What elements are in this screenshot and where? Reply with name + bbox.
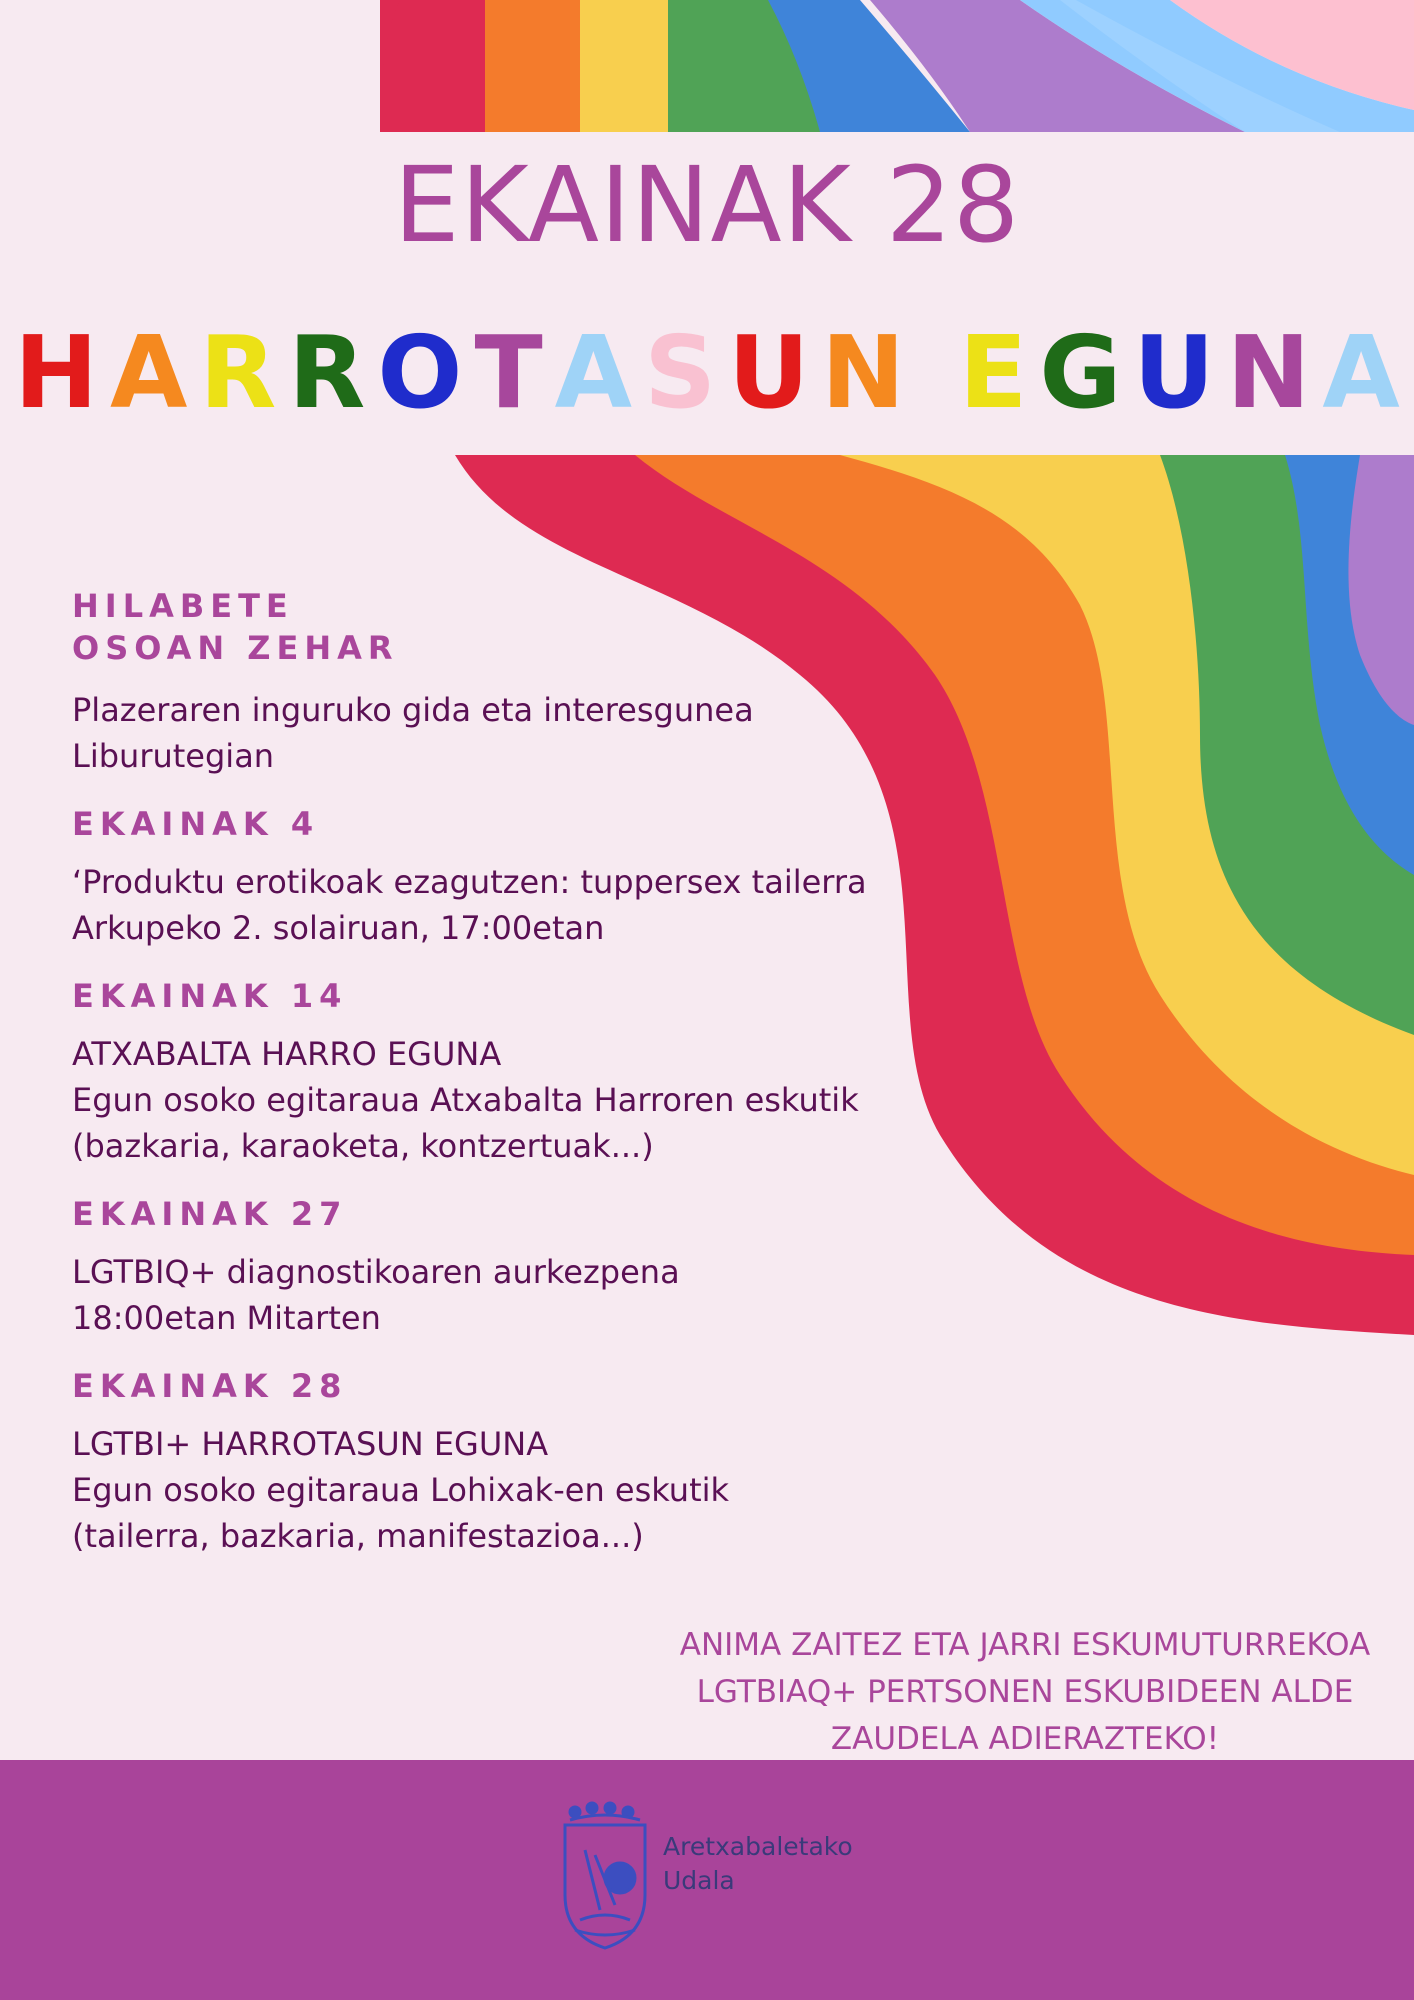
event-date: EKAINAK 14 [72, 977, 348, 1015]
event-date: HILABETE OSOAN ZEHAR [72, 587, 399, 667]
callout-line: ZAUDELA ADIERAZTEKO! [830, 1721, 1220, 1757]
event-description-line: ATXABALTA HARRO EGUNA [72, 1035, 502, 1073]
event-date: EKAINAK 27 [72, 1195, 348, 1233]
event-description-line: Plazeraren inguruko gida eta interesgunea [72, 691, 754, 729]
event-item [72, 585, 872, 779]
headline-letter: S [644, 314, 717, 431]
top-rainbow-banner [0, 0, 1414, 135]
event-description-line: LGTBIQ+ diagnostikoaren aurkezpena [72, 1253, 680, 1291]
headline-letter: N [821, 314, 905, 431]
event-description-line: Arkupeko 2. solairuan, 17:00etan [72, 909, 605, 947]
event-description-line: Egun osoko egitaraua Atxabalta Harroren eskutik [72, 1081, 859, 1119]
headline-rainbow-text [0, 314, 1414, 431]
event-description-line: Egun osoko egitaraua Lohixak-en eskutik [72, 1471, 730, 1509]
event-item [72, 975, 872, 1169]
headline-letter: G [1039, 314, 1122, 431]
event-item [72, 803, 872, 951]
event-description-line: (bazkaria, karaoketa, kontzertuak...) [72, 1127, 654, 1165]
event-description-line: Liburutegian [72, 737, 275, 775]
event-list [72, 585, 872, 1583]
municipality-name [663, 1830, 853, 1898]
callout-text [660, 1622, 1390, 1763]
headline-letter: R [288, 314, 366, 431]
headline-letter: A [554, 314, 633, 431]
headline-letter: U [728, 314, 810, 431]
headline-letter: H [14, 314, 98, 431]
callout-line: ANIMA ZAITEZ ETA JARRI ESKUMUTURREKOA [679, 1627, 1371, 1663]
headline-letter: N [1226, 314, 1311, 431]
headline-letter: E [959, 314, 1028, 431]
headline-letter: A [109, 314, 188, 431]
event-date: EKAINAK 4 [72, 805, 320, 843]
headline-letter: T [474, 314, 543, 431]
headline-letter: O [377, 314, 463, 431]
event-date: EKAINAK 28 [72, 1367, 348, 1405]
page-title: EKAINAK 28 [393, 144, 1021, 266]
event-description-line: (tailerra, bazkaria, manifestazioa...) [72, 1517, 644, 1555]
event-description-line: LGTBI+ HARROTASUN EGUNA [72, 1425, 549, 1463]
logo-line-1: Aretxabaletako [663, 1832, 853, 1861]
headline-letter: A [1322, 314, 1400, 431]
headline-letter: U [1133, 314, 1215, 431]
logo-line-2: Udala [663, 1866, 735, 1895]
event-item [72, 1193, 872, 1341]
event-description-line: 18:00etan Mitarten [72, 1299, 381, 1337]
headline-letter: R [199, 314, 277, 431]
event-description-line: ‘Produktu erotikoak ezagutzen: tuppersex tailerra [72, 863, 867, 901]
callout-line: LGTBIAQ+ PERTSONEN ESKUBIDEEN ALDE [696, 1674, 1354, 1710]
event-item [72, 1365, 872, 1559]
